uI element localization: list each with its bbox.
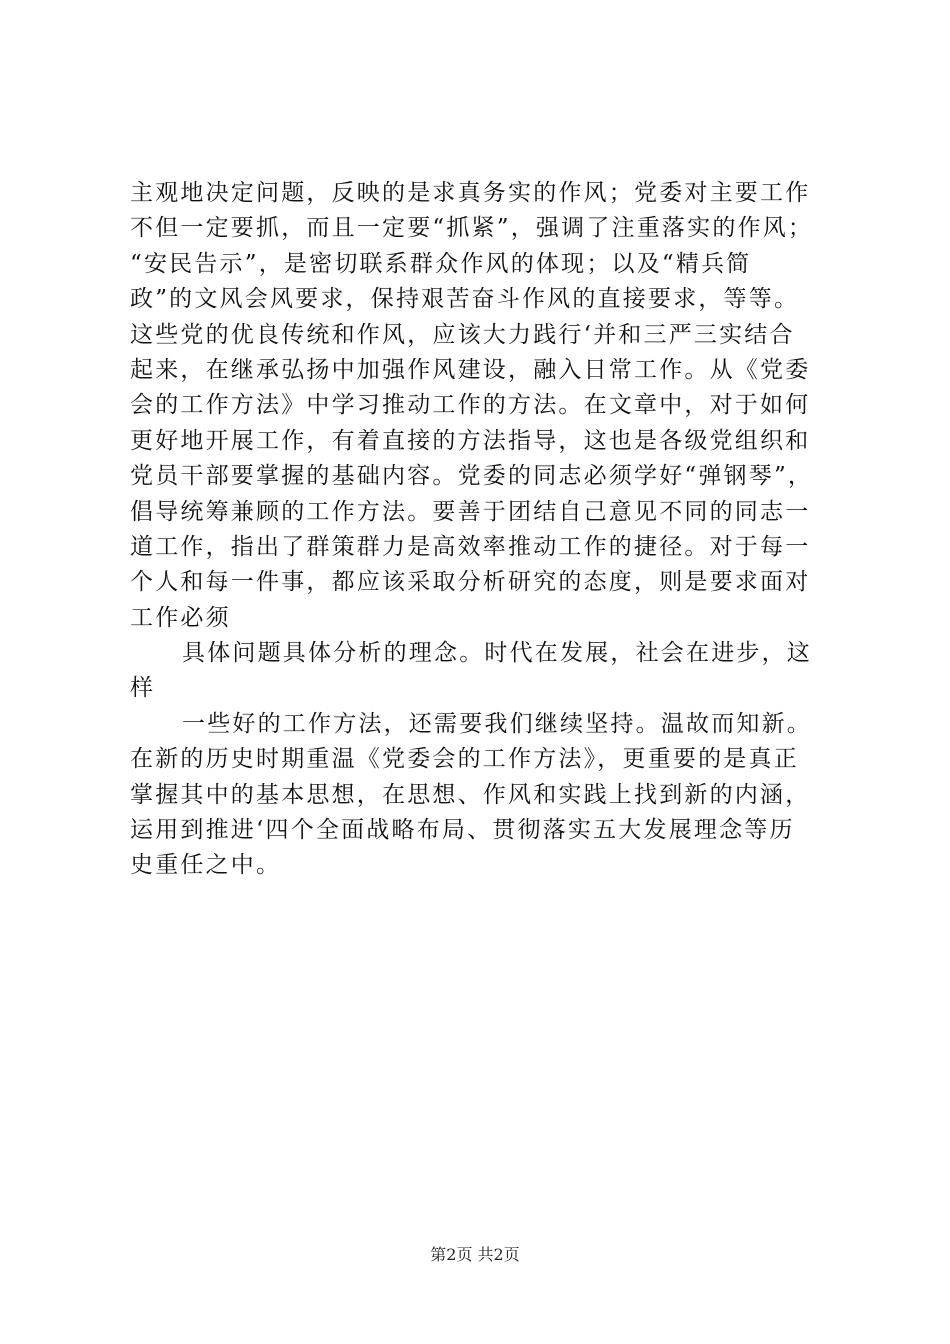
text-line-indented: 一些好的工作方法，还需要我们继续坚持。温故而知新。	[182, 710, 812, 737]
text-line: 政”的文风会风要求，保持艰苦奋斗作风的直接要求，等等。	[130, 286, 800, 313]
text-line: 主观地决定问题，反映的是求真务实的作风；党委对主要工作	[130, 180, 811, 206]
text-line: 这些党的优良传统和作风，应该大力践行‘并和三严三实结合	[130, 321, 795, 348]
page-footer: 第2页 共2页	[430, 1245, 520, 1264]
text-line: 起来，在继承弘扬中加强作风建设，融入日常工作。从《党委	[130, 356, 811, 383]
text-line: 更好地开展工作，有着直接的方法指导，这也是各级党组织和	[130, 427, 811, 454]
text-line: “安民告示”，是密切联系群众作风的体现；以及“精兵简	[130, 250, 752, 277]
text-line: 个人和每一件事，都应该采取分析研究的态度，则是要求面对	[130, 569, 811, 596]
text-line: 在新的历史时期重温《党委会的工作方法》，更重要的是真正	[130, 746, 799, 773]
text-line: 工作必须	[130, 604, 231, 631]
text-line: 会的工作方法》中学习推动工作的方法。在文章中，对于如何	[130, 392, 811, 419]
text-line: 道工作，指出了群策群力是高效率推动工作的捷径。对于每一	[130, 533, 811, 560]
text-line: 不但一定要抓，而且一定要“抓紧”，强调了注重落实的作风；	[130, 215, 814, 242]
text-line: 倡导统筹兼顾的工作方法。要善于团结自己意见不同的同志一	[130, 498, 811, 525]
text-line: 样	[130, 675, 156, 702]
text-line: 运用到推进‘四个全面战略布局、贯彻落实五大发展理念等历	[130, 817, 795, 844]
text-line: 掌握其中的基本思想，在思想、作风和实践上找到新的内涵，	[130, 781, 811, 808]
body-text	[130, 176, 830, 884]
text-line-indented: 具体问题具体分析的理念。时代在发展，社会在进步，这	[182, 640, 812, 667]
text-line: 党员干部要掌握的基础内容。党委的同志必须学好“弹钢琴”，	[130, 463, 814, 490]
text-line: 史重任之中。	[130, 852, 282, 879]
